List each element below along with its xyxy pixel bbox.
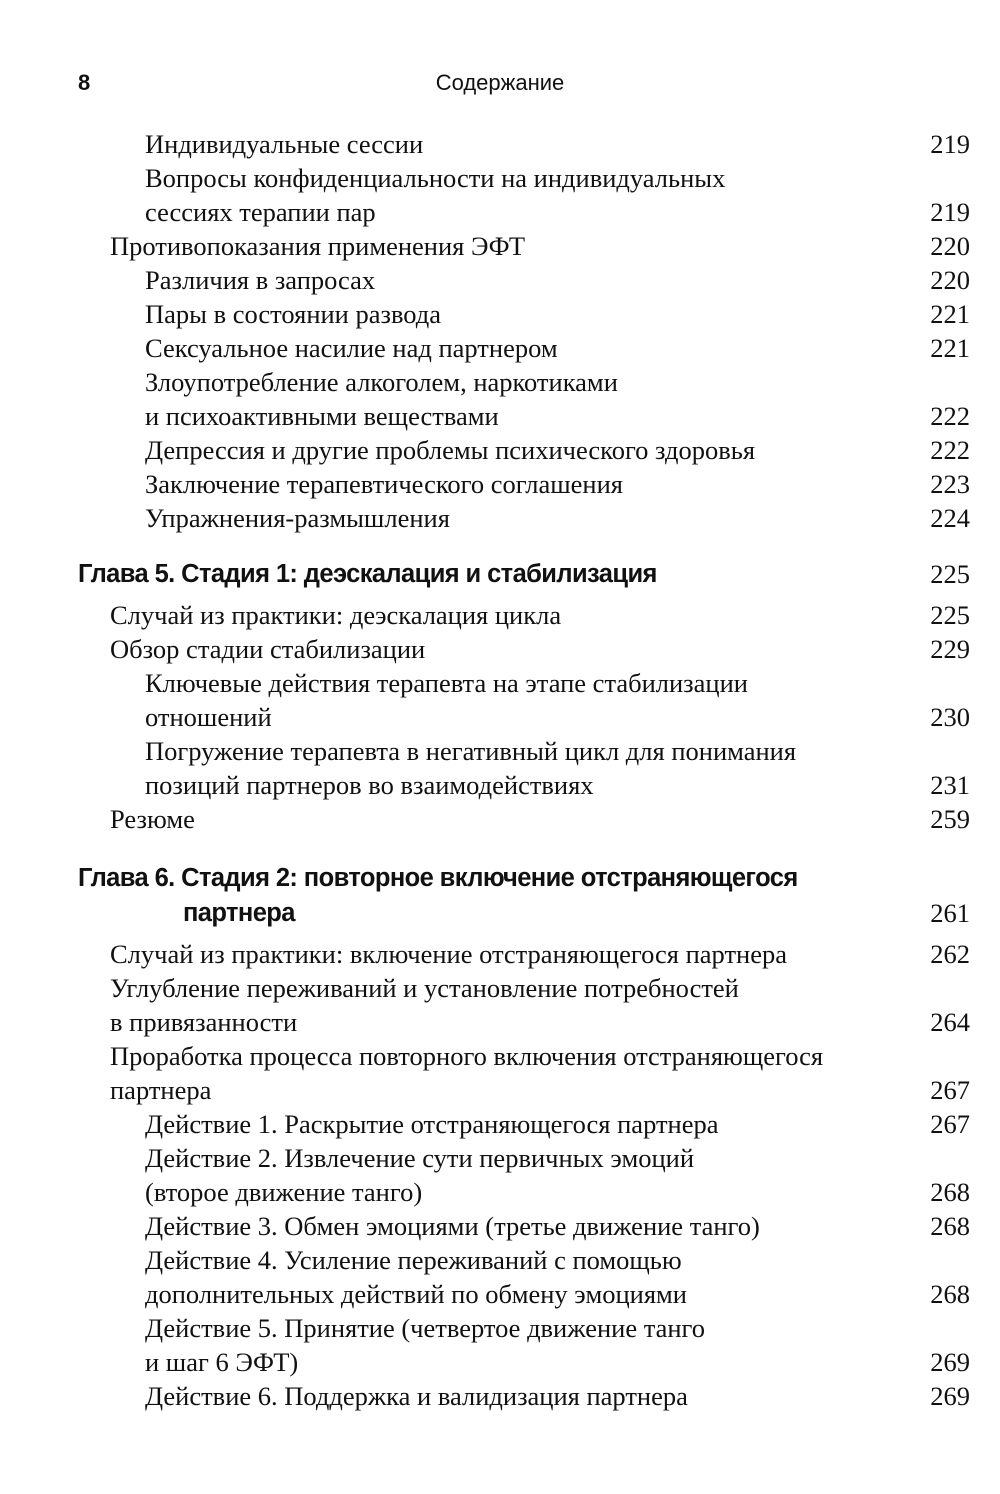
- toc-entry-page: 267: [930, 1075, 970, 1105]
- toc-entry-page: 268: [930, 1177, 970, 1207]
- toc-entry-title: Резюме: [110, 804, 195, 834]
- toc-entry-title-continued: (второе движение танго): [145, 1177, 423, 1207]
- toc-entry-title: Обзор стадии стабилизации: [110, 634, 426, 664]
- toc-chapter-title-line2: партнера: [183, 899, 295, 927]
- toc-entry-title-continued: партнера: [110, 1075, 212, 1105]
- toc-entry-page: 221: [930, 333, 970, 363]
- toc-entry-title: Противопоказания применения ЭФТ: [110, 231, 526, 261]
- toc-entry-page: 225: [930, 559, 970, 589]
- toc-entry-title: Углубление переживаний и установление потребностей: [110, 973, 739, 1003]
- toc-entry-title: Проработка процесса повторного включения отстраняющегося: [110, 1041, 824, 1071]
- toc-entry: [0, 127, 1000, 161]
- toc-entry: [0, 161, 1000, 229]
- toc-entry-title-continued: и шаг 6 ЭФТ): [145, 1347, 299, 1377]
- toc-entry-title: Действие 2. Извлечение сути первичных эмоций: [145, 1143, 695, 1173]
- toc-entry-title: Пары в состоянии развода: [145, 299, 442, 329]
- section-title: Содержание: [435, 70, 565, 95]
- toc-entry: [0, 433, 1000, 467]
- toc-entry-page: 261: [930, 898, 970, 928]
- toc-entry-title: Депрессия и другие проблемы психического здоровья: [145, 435, 756, 465]
- toc-entry-page: 229: [930, 634, 970, 664]
- toc-entry: [0, 971, 1000, 1039]
- toc-entry-title: Действие 1. Раскрытие отстраняющегося партнера: [145, 1109, 719, 1139]
- toc-entry-page: 223: [930, 469, 970, 499]
- toc-entry-title-continued: позиций партнеров во взаимодействиях: [145, 770, 594, 800]
- toc-entry: [0, 263, 1000, 297]
- running-header: [0, 68, 1000, 98]
- toc-entry-title: Индивидуальные сессии: [145, 129, 424, 159]
- toc-entry-page: 269: [930, 1381, 970, 1411]
- toc-entry: [0, 1243, 1000, 1311]
- toc-chapter-title: Глава 5. Стадия 1: деэскалация и стабилизация: [78, 560, 657, 588]
- toc-entry-page: 222: [930, 401, 970, 431]
- toc-entry-page: 220: [930, 231, 970, 261]
- toc-entry-page: 224: [930, 503, 970, 533]
- toc-entry-title-continued: в привязанности: [110, 1007, 298, 1037]
- toc-chapter-title: [0, 861, 878, 931]
- toc-entry: [0, 1311, 1000, 1379]
- toc-entry-page: 267: [930, 1109, 970, 1139]
- toc-entry: [0, 1039, 1000, 1107]
- toc-entry-title: Погружение терапевта в негативный цикл для понимания: [145, 736, 797, 766]
- toc-entry-page: 225: [930, 600, 970, 630]
- toc-chapter-heading: [0, 557, 1000, 592]
- toc-entry-page: 221: [930, 299, 970, 329]
- toc-entry-title: Различия в запросах: [145, 265, 376, 295]
- toc-entry-page: 259: [930, 804, 970, 834]
- toc-entry-page: 220: [930, 265, 970, 295]
- toc-entry-page: 222: [930, 435, 970, 465]
- toc-entry-page: 264: [930, 1007, 970, 1037]
- toc-entry-page: 268: [930, 1279, 970, 1309]
- toc-entry-title: Действие 5. Принятие (четвертое движение танго: [145, 1313, 706, 1343]
- toc-entry-title: Сексуальное насилие над партнером: [145, 333, 558, 363]
- toc-entry-title: Действие 3. Обмен эмоциями (третье движение танго): [145, 1211, 760, 1241]
- toc-entry: [0, 802, 1000, 836]
- toc-entry: [0, 598, 1000, 632]
- toc-entry: [0, 331, 1000, 365]
- toc-entry: [0, 666, 1000, 734]
- toc-entry: [0, 229, 1000, 263]
- toc-entry-page: 219: [930, 129, 970, 159]
- toc-entry-title: Заключение терапевтического соглашения: [145, 469, 623, 499]
- toc-entry-title-continued: и психоактивными веществами: [145, 401, 499, 431]
- toc-entry: [0, 1141, 1000, 1209]
- toc-entry: [0, 1209, 1000, 1243]
- page-number: 8: [78, 70, 91, 95]
- toc-entry: [0, 734, 1000, 802]
- toc-entry: [0, 632, 1000, 666]
- toc-chapter-title-line1: Глава 6. Стадия 2: повторное включение отстраняющегося: [78, 864, 798, 892]
- toc-entry-title: Злоупотребление алкоголем, наркотиками: [145, 367, 618, 397]
- toc-entry-title: Действие 4. Усиление переживаний с помощью: [145, 1245, 682, 1275]
- toc-entry-title-continued: отношений: [145, 702, 272, 732]
- toc-chapter-heading: [0, 861, 1000, 931]
- toc-entry-page: 262: [930, 939, 970, 969]
- toc-entry-title-continued: сессиях терапии пар: [145, 197, 376, 227]
- toc-entry-page: 268: [930, 1211, 970, 1241]
- toc-entry-title: Вопросы конфиденциальности на индивидуальных: [145, 163, 726, 193]
- toc-entry: [0, 1107, 1000, 1141]
- toc-entry-title-continued: дополнительных действий по обмену эмоциями: [145, 1279, 687, 1309]
- toc-entry-title: Ключевые действия терапевта на этапе стабилизации: [145, 668, 748, 698]
- toc-entry-page: 230: [930, 702, 970, 732]
- toc-entry-title: Случай из практики: включение отстраняющегося партнера: [110, 939, 787, 969]
- toc-entry: [0, 937, 1000, 971]
- toc-entry: [0, 1379, 1000, 1413]
- toc-entry-page: 231: [930, 770, 970, 800]
- toc-entry-title: Действие 6. Поддержка и валидизация партнера: [145, 1381, 688, 1411]
- toc-entry: [0, 501, 1000, 535]
- toc-entry-title: Упражнения-размышления: [145, 503, 450, 533]
- toc-entry: [0, 467, 1000, 501]
- toc-entry: [0, 365, 1000, 433]
- toc-entry-title: Случай из практики: деэскалация цикла: [110, 600, 562, 630]
- table-of-contents: [0, 127, 1000, 1413]
- toc-entry: [0, 297, 1000, 331]
- toc-entry-page: 219: [930, 197, 970, 227]
- toc-entry-page: 269: [930, 1347, 970, 1377]
